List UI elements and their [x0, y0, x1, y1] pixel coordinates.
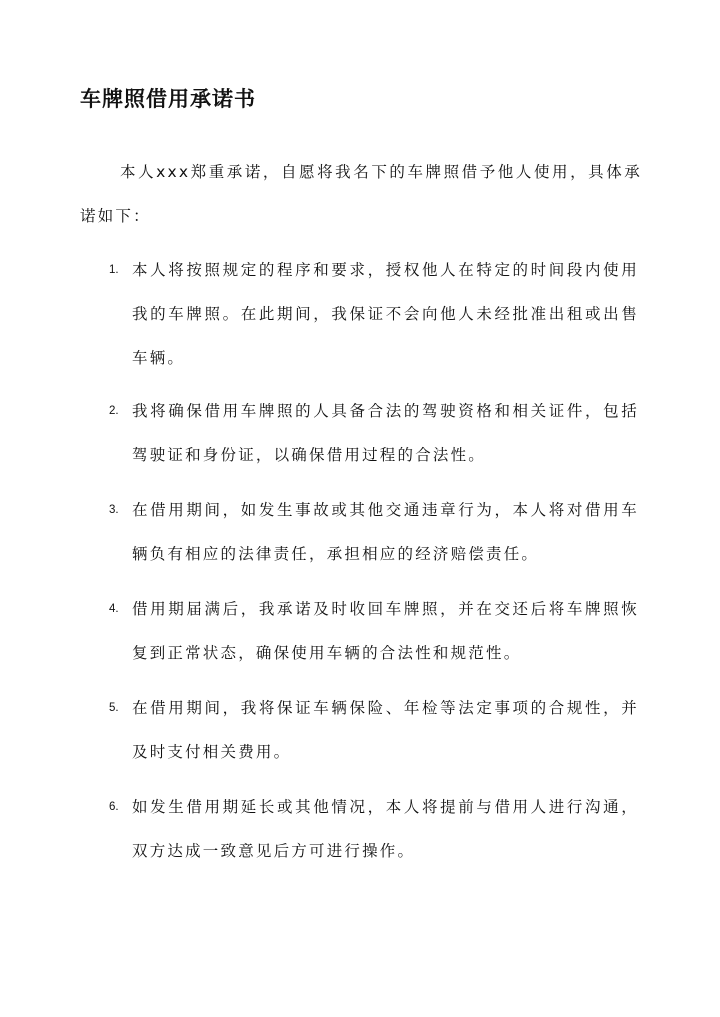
intro-paragraph: 本人xxx郑重承诺，自愿将我名下的车牌照借予他人使用，具体承诺如下：: [80, 163, 642, 225]
item-number: 5.: [109, 702, 119, 714]
item-number: 3.: [109, 504, 119, 516]
item-number: 6.: [109, 801, 119, 813]
item-text: 在借用期间，如发生事故或其他交通违章行为，本人将对借用车辆负有相应的法律责任，承担相应的经济赔偿责任。: [132, 501, 639, 563]
item-text: 借用期届满后，我承诺及时收回车牌照，并在交还后将车牌照恢复到正常状态，确保使用车辆的合法性和规范性。: [132, 600, 639, 662]
item-text: 在借用期间，我将保证车辆保险、年检等法定事项的合规性，并及时支付相关费用。: [132, 699, 639, 761]
item-number: 1.: [109, 264, 119, 276]
item-number: 4.: [109, 603, 119, 615]
item-text: 本人将按照规定的程序和要求，授权他人在特定的时间段内使用我的车牌照。在此期间，我保证不会向他人未经批准出租或出售车辆。: [132, 261, 639, 367]
item-number: 2.: [109, 405, 119, 417]
document-title: 车牌照借用承诺书: [80, 86, 256, 111]
item-text: 我将确保借用车牌照的人具备合法的驾驶资格和相关证件，包括驾驶证和身份证，以确保借用过程的合法性。: [132, 402, 639, 464]
item-text: 如发生借用期延长或其他情况，本人将提前与借用人进行沟通，双方达成一致意见后方可进行操作。: [132, 798, 639, 860]
